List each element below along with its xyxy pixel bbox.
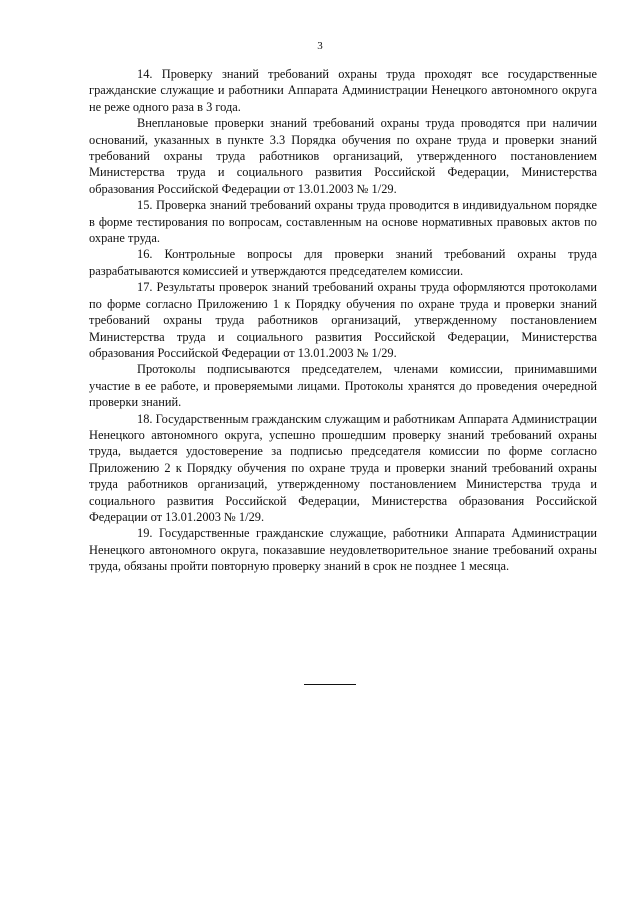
paragraph-17: 17. Результаты проверок знаний требований охраны труда оформляются протоколами по форме согласно Приложению 1 к Порядку обучения по охране труда и проверки знаний требований охраны труда работников организаций, утвержденному постановлением Министерства труда и социального развития Российской Федерации, Министерства образования Российской Федерации от 13.01.2003 № 1/29.	[89, 280, 597, 360]
end-of-document-rule	[304, 684, 356, 685]
paragraph-16: 16. Контрольные вопросы для проверки знаний требований охраны труда разрабатываются комиссией и утверждаются председателем комиссии.	[89, 247, 597, 278]
paragraph-protocols: Протоколы подписываются председателем, членами комиссии, принимавшими участие в ее работе, и проверяемыми лицами. Протоколы хранятся до проведения очередной проверки знаний.	[89, 362, 597, 410]
paragraph-14: 14. Проверку знаний требований охраны труда проходят все государственные гражданские служащие и работники Аппарата Администрации Ненецкого автономного округа не реже одного раза в 3 года.	[89, 67, 597, 114]
paragraph-19: 19. Государственные гражданские служащие, работники Аппарата Администрации Ненецкого автономного округа, показавшие неудовлетворительное знание требований охраны труда, обязаны пройти повторную проверку знаний в срок не позднее 1 месяца.	[89, 526, 597, 574]
paragraph-unscheduled-checks: Внеплановые проверки знаний требований охраны труда проводятся при наличии оснований, указанных в пункте 3.3 Порядка обучения по охране труда и проверки знаний требований охраны труда работников организаций, утвержденного постановлением Министерства труда и социального развития Российской Федерации, Министерства образования Российской Федерации от 13.01.2003 № 1/29.	[89, 116, 597, 196]
paragraph-18: 18. Государственным гражданским служащим и работникам Аппарата Администрации Ненецкого автономного округа, успешно прошедшим проверку знаний требований охраны труда, выдается удостоверение за подписью председателя комиссии по форме согласно Приложению 2 к Порядку обучения по охране труда и проверки знаний требований охраны труда работников организаций, утвержденному постановлением Министерства труда и социального развития Российской Федерации, Министерства образования Российской Федерации от 13.01.2003 № 1/29.	[89, 411, 597, 524]
document-body	[89, 66, 597, 575]
page-number: 3	[317, 40, 323, 52]
paragraph-15: 15. Проверка знаний требований охраны труда проводится в индивидуальном порядке в форме тестирования по вопросам, составленным на основе нормативных правовых актов по охране труда.	[89, 198, 597, 246]
